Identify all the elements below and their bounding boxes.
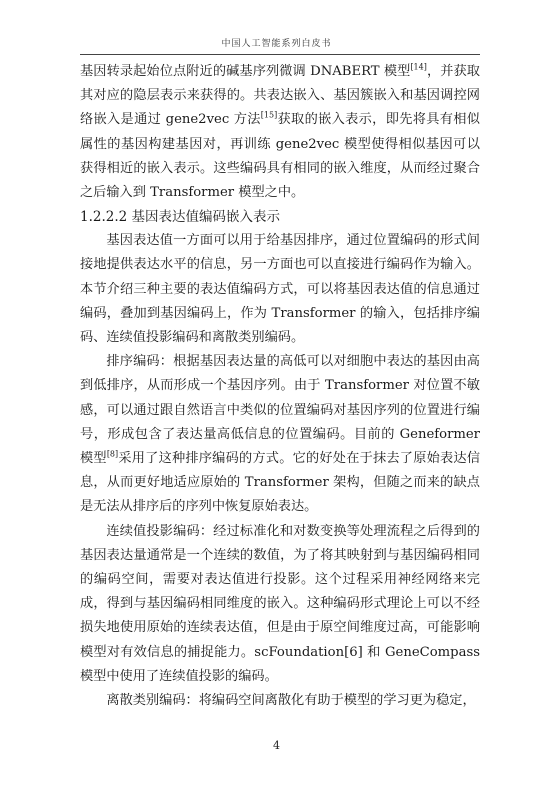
page-body [80,60,480,713]
paragraph-text: 获取的嵌入表示，即先将具有相似属性的基因构建基因对，再训练 gene2vec 模型使得相似基因可以获得相近的嵌入表示。这些编码具有相同的嵌入维度，从而经过聚合之后输入到 Transformer 模型之中。 [80,112,480,201]
header-divider [80,54,480,55]
paragraph-text: 采用了这种排序编码的方式。它的好处在于抹去了原始表达信息，从而更好地适应原始的 Transformer 架构，但随之而来的缺点是无法从排序后的序列中恢复原始表达。 [80,451,481,515]
citation: [8] [106,449,119,459]
paragraph-continuation [80,60,480,205]
paragraph-ranking-encoding [80,350,480,519]
paragraph-text: 排序编码：根据基因表达量的高低可以对细胞中表达的基因由高到低排序，从而形成一个基因序列。由于 Transformer 对位置不敏感，可以通过跟自然语言中类似的位置编码对基因序列的位置进行编号，形成包含了表达量高低信息的位置编码。目前的 Geneformer 模型 [80,354,480,467]
citation: [15] [260,111,278,121]
paragraph-continuous-encoding: 连续值投影编码：经过标准化和对数变换等处理流程之后得到的基因表达量通常是一个连续的数值，为了将其映射到与基因编码相同的编码空间，需要对表达值进行投影。这个过程采用神经网络来完成，得到与基因编码相同维度的嵌入。这种编码形式理论上可以不经损失地使用原始的连续表达值，但是由于原空间维度过高，可能影响模型对有效信息的捕捉能力。scFoundation[6] 和 GeneCompass 模型中使用了连续值投影的编码。 [80,523,480,684]
paragraph-text: ，并获取其对应的隐层表示来获得的。共表达嵌入、基因簇嵌入和基因调控网络嵌入是通过 gene2vec 方法 [80,64,480,128]
citation: [14] [410,62,427,72]
paragraph-discrete-encoding: 离散类别编码：将编码空间离散化有助于模型的学习更为稳定， [106,693,476,709]
section-heading: 1.2.2.2 基因表达值编码嵌入表示 [80,209,281,226]
page-number: 4 [273,739,280,752]
paragraph-intro: 基因表达值一方面可以用于给基因排序，通过位置编码的形式间接地提供表达水平的信息，另一方面也可以直接进行编码作为输入。本节介绍三种主要的表达值编码方式，可以将基因表达值的信息通过编码，叠加到基因编码上，作为 Transformer 的输入，包括排序编码、连续值投影编码和离散类别编码。 [80,233,480,346]
running-header: 中国人工智能系列白皮书 [221,39,332,49]
paragraph-text: 基因转录起始位点附近的碱基序列微调 DNABERT 模型 [80,64,411,79]
